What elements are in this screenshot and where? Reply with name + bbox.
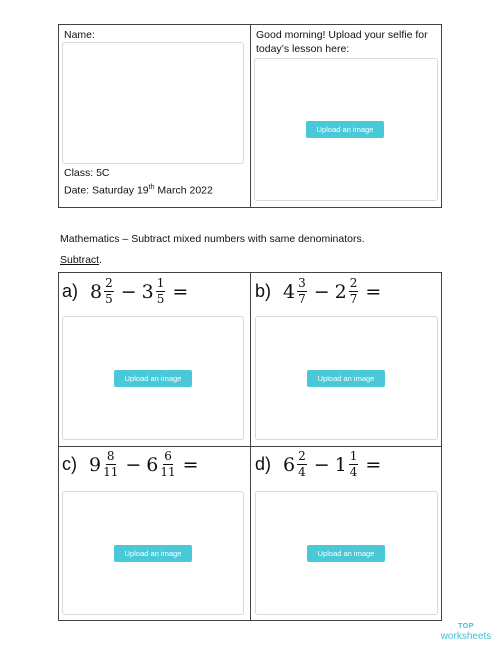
fraction <box>104 277 114 306</box>
whole-number: 6 <box>283 453 296 476</box>
whole-number: 9 <box>89 453 102 476</box>
name-label: Name: <box>64 29 95 41</box>
minus-sign: − <box>120 280 137 303</box>
whole-number: 1 <box>334 453 347 476</box>
date-suffix-sup: th <box>148 184 155 191</box>
name-input[interactable] <box>62 42 244 164</box>
expression-c <box>62 450 204 479</box>
selfie-upload-button[interactable]: Upload an image <box>306 121 384 138</box>
numerator: 8 <box>106 449 115 463</box>
whole-number: 4 <box>283 280 296 303</box>
expression-b <box>255 277 386 306</box>
logo-top-text: TOP <box>458 623 474 630</box>
denominator: 11 <box>160 465 176 479</box>
class-label: Class: 5C <box>64 167 110 179</box>
greeting-line-2: today’s lesson here: <box>256 43 350 55</box>
equals-sign: = <box>365 280 382 303</box>
numerator: 2 <box>298 449 306 463</box>
question-letter: b) <box>255 281 272 301</box>
numerator: 3 <box>298 276 306 290</box>
logo-worksheets-text: worksheets <box>440 631 492 642</box>
date-suffix: March 2022 <box>154 184 213 197</box>
fraction <box>297 450 307 479</box>
whole-number: 6 <box>146 453 159 476</box>
fraction <box>297 277 307 306</box>
equals-sign: = <box>182 453 199 476</box>
topworksheets-logo <box>434 623 498 643</box>
numerator: 1 <box>156 276 165 290</box>
answer-upload-button-d[interactable]: Upload an image <box>307 545 385 562</box>
whole-number: 2 <box>334 280 347 303</box>
numerator: 1 <box>349 449 358 463</box>
instruction-text: Subtract <box>60 254 100 266</box>
answer-upload-button-c[interactable]: Upload an image <box>114 545 192 562</box>
fraction <box>156 277 166 306</box>
denominator: 5 <box>156 292 165 306</box>
minus-sign: − <box>313 453 330 476</box>
denominator: 4 <box>298 465 306 479</box>
question-letter: d) <box>255 454 272 474</box>
date-prefix: Date: Saturday 19 <box>64 184 149 197</box>
fraction <box>103 450 118 479</box>
question-letter: c) <box>62 454 77 474</box>
denominator: 4 <box>349 465 358 479</box>
numerator: 2 <box>349 276 358 290</box>
fraction <box>349 450 359 479</box>
equals-sign: = <box>172 280 189 303</box>
denominator: 7 <box>298 292 306 306</box>
whole-number: 3 <box>141 280 154 303</box>
equals-sign: = <box>365 453 382 476</box>
minus-sign: − <box>125 453 142 476</box>
numerator: 2 <box>105 276 113 290</box>
fraction <box>160 450 175 479</box>
minus-sign: − <box>313 280 330 303</box>
date-label <box>64 181 213 198</box>
denominator: 11 <box>103 465 119 479</box>
instruction-period: . <box>99 254 103 266</box>
lesson-title: Mathematics – Subtract mixed numbers with same denominators. <box>60 233 365 245</box>
question-letter: a) <box>62 281 79 301</box>
denominator: 5 <box>105 292 113 306</box>
fraction <box>349 277 359 306</box>
numerator: 6 <box>164 449 172 463</box>
greeting-line-1: Good morning! Upload your selfie for <box>256 29 428 41</box>
denominator: 7 <box>349 292 358 306</box>
expression-a <box>62 277 193 306</box>
expression-d <box>255 450 386 479</box>
instruction <box>60 253 102 267</box>
answer-upload-button-b[interactable]: Upload an image <box>307 370 385 387</box>
answer-upload-button-a[interactable]: Upload an image <box>114 370 192 387</box>
whole-number: 8 <box>90 280 103 303</box>
